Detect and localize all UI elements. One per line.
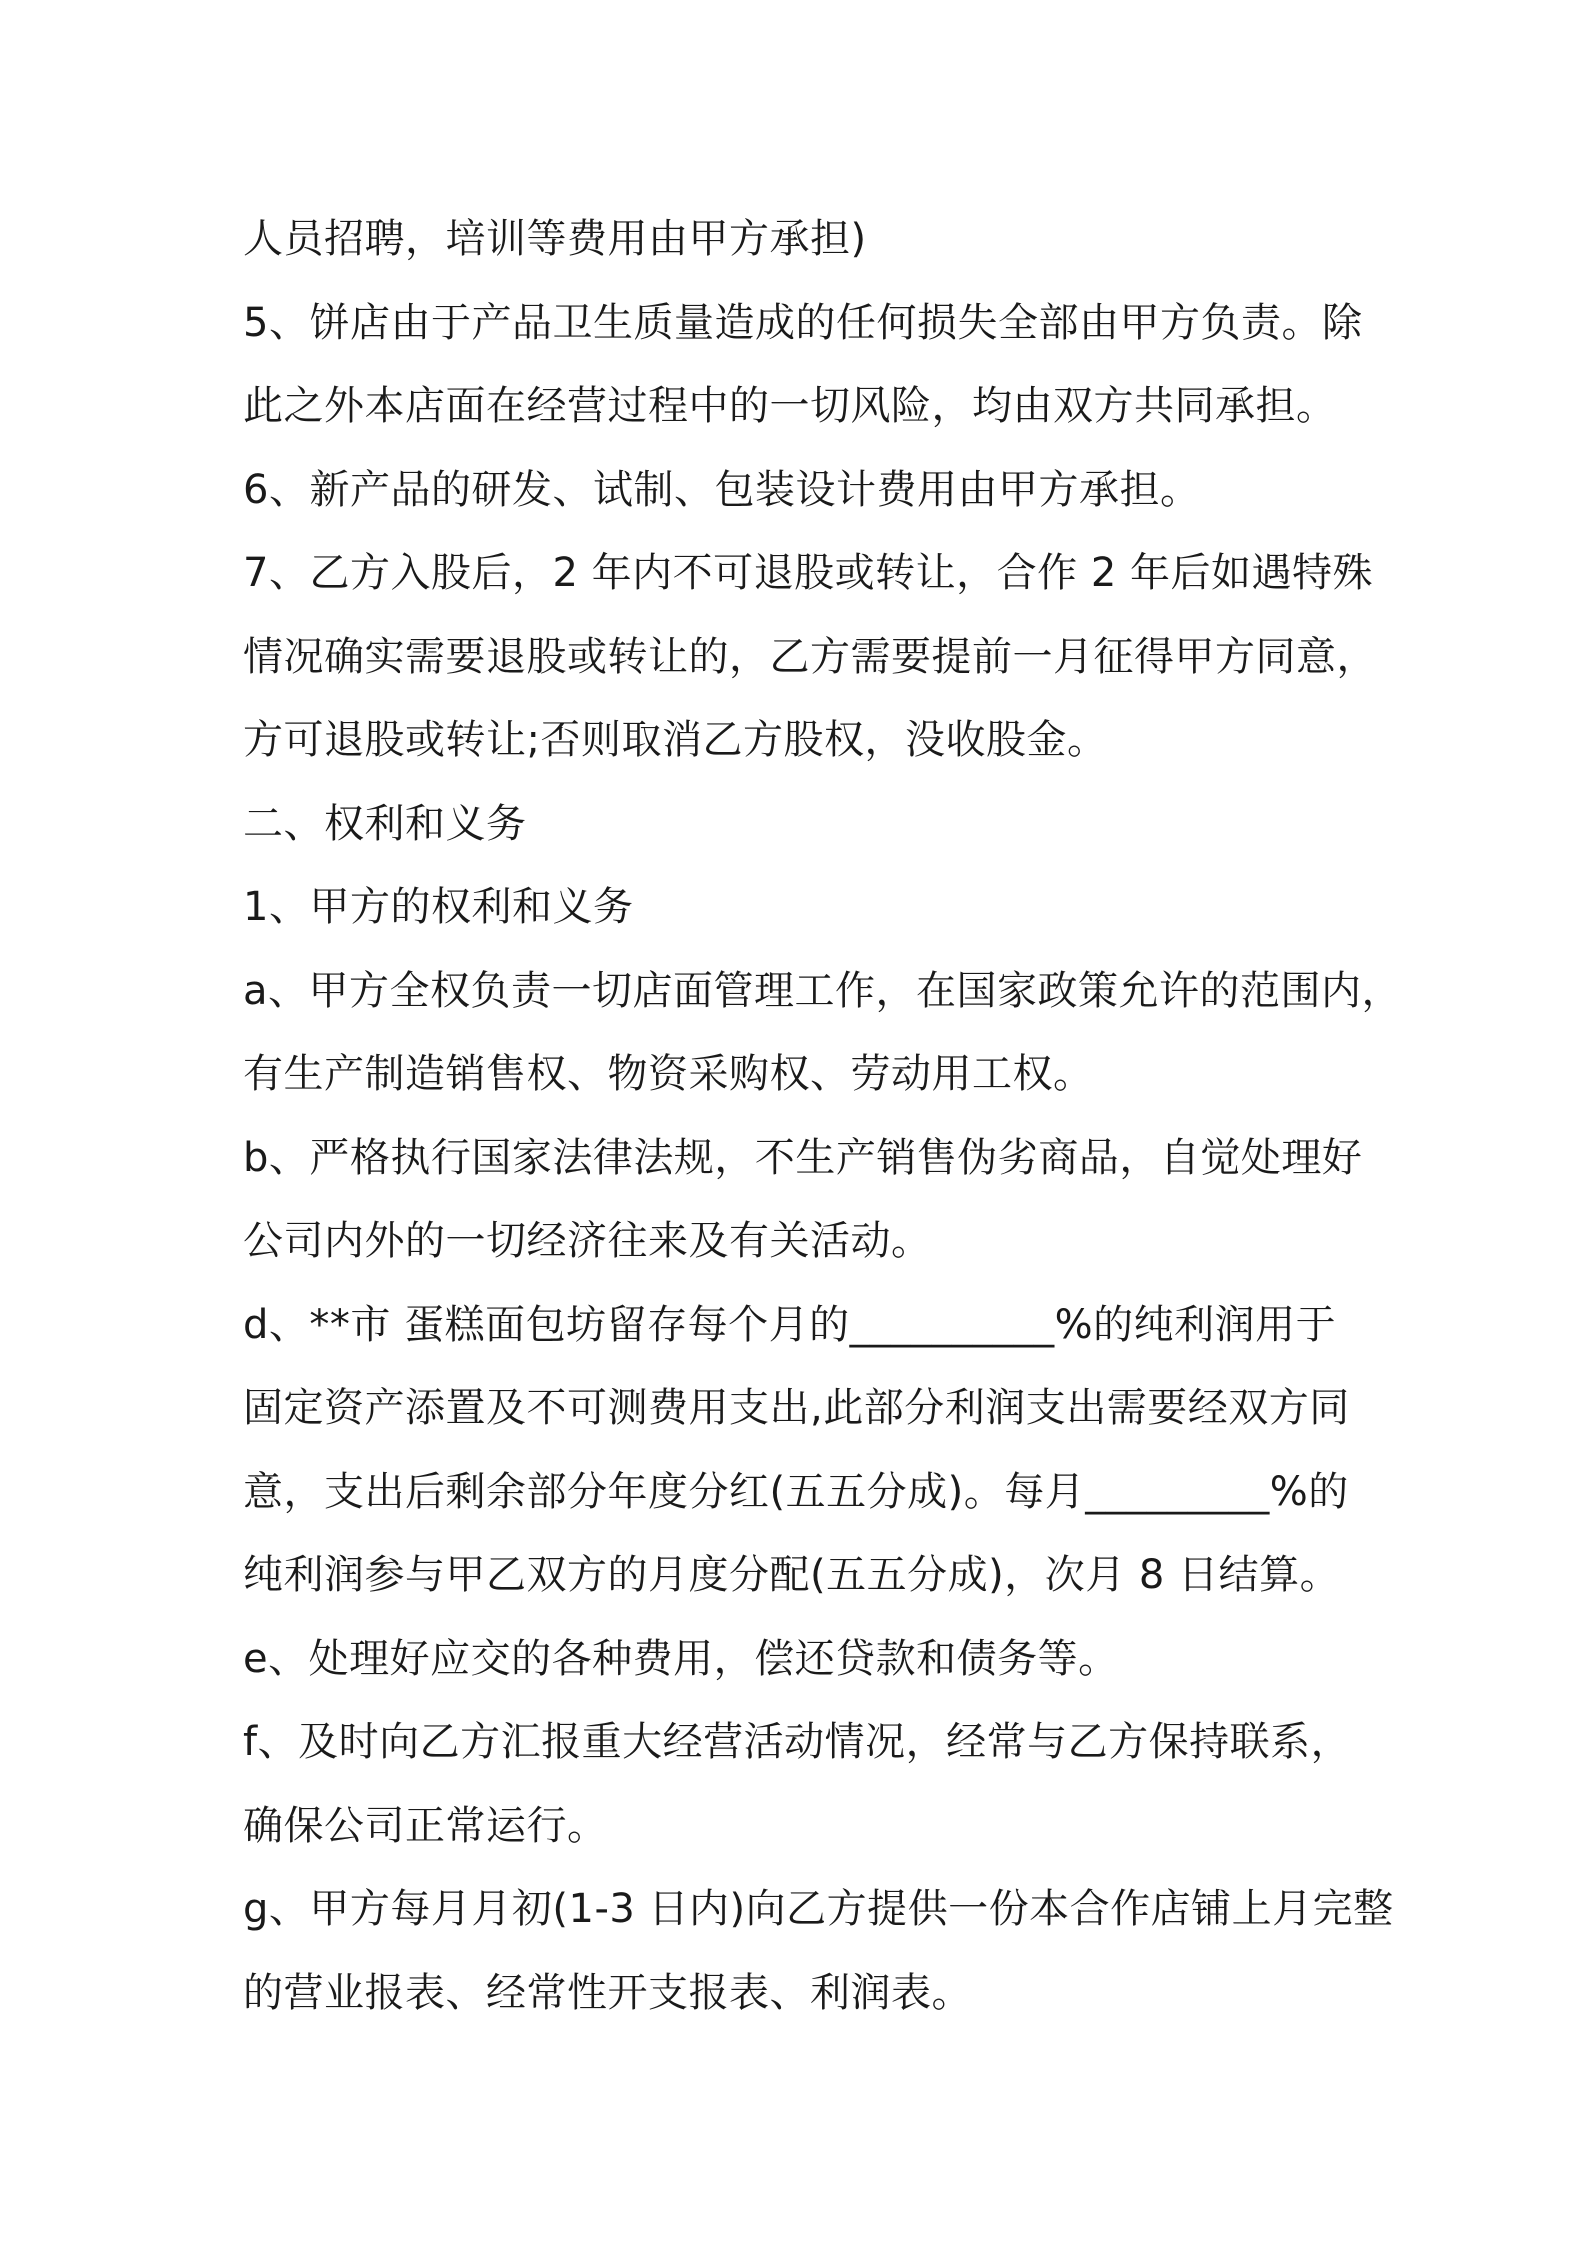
text-line: a、甲方全权负责一切店面管理工作，在国家政策允许的范围内， [243, 967, 1403, 1014]
text-line: 7、乙方入股后，2 年内不可退股或转让，合作 2 年后如遇特殊 [243, 550, 1373, 596]
text-line: 方可退股或转让;否则取消乙方股权，没收股金。 [243, 717, 1108, 763]
text-line: f、及时向乙方汇报重大经营活动情况，经常与乙方保持联系， [243, 1719, 1352, 1765]
text-line: 固定资产添置及不可测费用支出,此部分利润支出需要经双方同 [243, 1385, 1350, 1431]
text-line: 人员招聘，培训等费用由甲方承担) [243, 216, 867, 262]
text-line: 的营业报表、经常性开支报表、利润表。 [243, 1969, 972, 2016]
section-heading: 二、权利和义务 [243, 800, 527, 847]
text-line: 有生产制造销售权、物资采购权、劳动用工权。 [243, 1051, 1094, 1097]
text-line: 公司内外的一切经济往来及有关活动。 [243, 1218, 932, 1264]
text-line: b、严格执行国家法律法规，不生产销售伪劣商品，自觉处理好 [243, 1134, 1363, 1181]
text-line: 6、新产品的研发、试制、包装设计费用由甲方承担。 [243, 466, 1201, 513]
text-line: 情况确实需要退股或转让的，乙方需要提前一月征得甲方同意， [243, 633, 1377, 680]
text-line: e、处理好应交的各种费用，偿还贷款和债务等。 [243, 1635, 1119, 1682]
text-line: 意，支出后剩余部分年度分红(五五分成)。每月_________%的 [243, 1468, 1349, 1515]
text-line: d、**市 蛋糕面包坊留存每个月的__________%的纯利润用于 [243, 1301, 1337, 1348]
subsection-heading: 1、甲方的权利和义务 [243, 884, 634, 930]
text-line: 5、饼店由于产品卫生质量造成的任何损失全部由甲方负责。除 [243, 299, 1363, 346]
text-line: g、甲方每月月初(1-3 日内)向乙方提供一份本合作店铺上月完整 [243, 1886, 1394, 1932]
text-line: 纯利润参与甲乙双方的月度分配(五五分成)，次月 8 日结算。 [243, 1552, 1341, 1598]
document-body [243, 198, 1403, 2035]
text-line: 确保公司正常运行。 [243, 1802, 608, 1849]
text-line: 此之外本店面在经营过程中的一切风险，均由双方共同承担。 [243, 383, 1337, 429]
